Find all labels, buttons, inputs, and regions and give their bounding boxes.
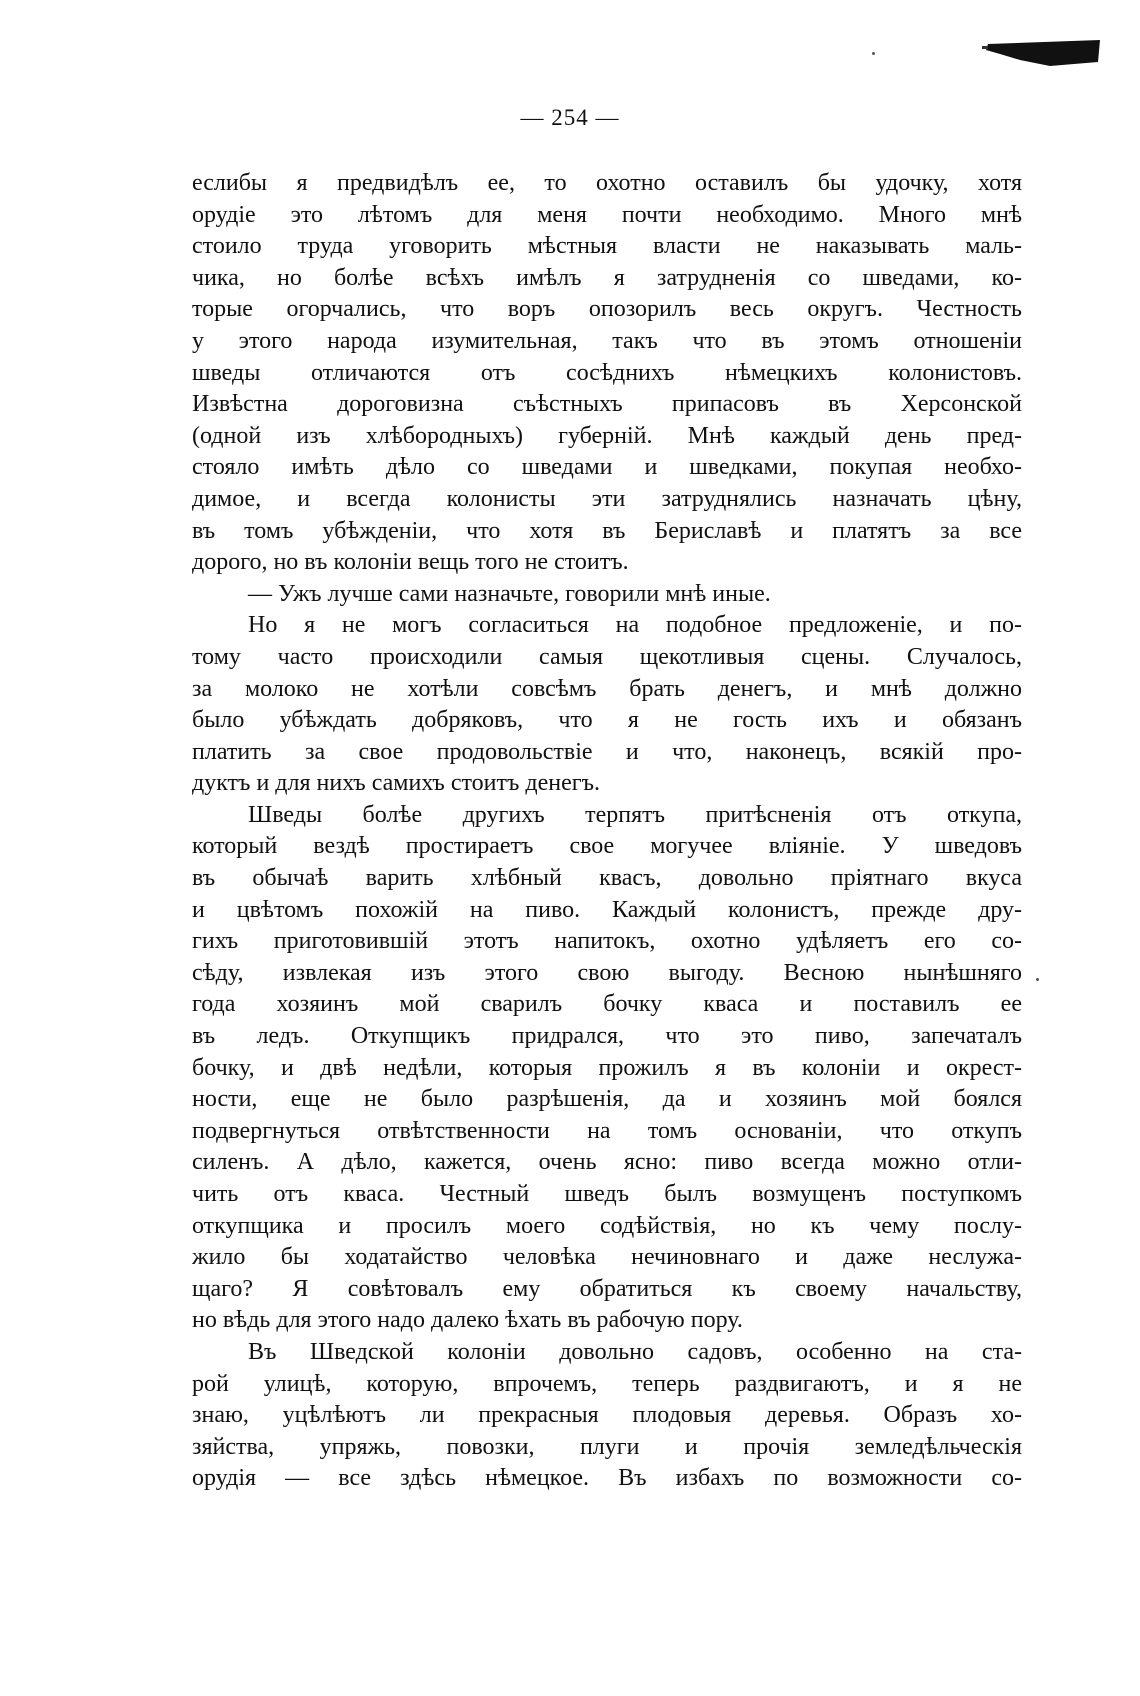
scan-speck xyxy=(872,52,875,55)
text-line: силенъ. А дѣло, кажется, очень ясно: пиво всегда можно отли- xyxy=(192,1149,1022,1176)
text-line: рой улицѣ, которую, впрочемъ, теперь раздвигаютъ, и я не xyxy=(192,1370,1022,1397)
text-line: чить отъ кваса. Честный шведъ былъ возмущенъ поступкомъ xyxy=(192,1181,1022,1207)
text-line: Въ Шведской колоніи довольно садовъ, особенно на ста- xyxy=(248,1338,1022,1365)
text-line: откупщика и просилъ моего содѣйствія, но къ чему послу- xyxy=(192,1212,1022,1239)
text-line: стоило труда уговорить мѣстныя власти не наказывать маль- xyxy=(192,233,1022,260)
text-line: подвергнуться отвѣтственности на томъ основаніи, что откупъ xyxy=(192,1117,1022,1144)
text-line: но вѣдь для этого надо далеко ѣхать въ рабочую пору. xyxy=(192,1307,743,1334)
text-line: гихъ приготовившій этотъ напитокъ, охотно удѣляетъ его со- xyxy=(192,928,1022,955)
text-line: дуктъ и для нихъ самихъ стоитъ денегъ. xyxy=(192,770,601,797)
text-line: — Ужъ лучше сами назначьте, говорили мнѣ иные. xyxy=(248,580,771,607)
text-line: бочку, и двѣ недѣли, которыя прожилъ я въ колоніи и окрест- xyxy=(192,1054,1022,1081)
text-line: зяйства, упряжь, повозки, плуги и прочія земледѣльческія xyxy=(192,1433,1022,1460)
text-line: шведы отличаются отъ сосѣднихъ нѣмецкихъ колонистовъ. xyxy=(192,359,1022,386)
text-line: знаю, уцѣлѣютъ ли прекрасныя плодовыя деревья. Образъ хо- xyxy=(192,1402,1022,1429)
text-line: тому часто происходили самыя щекотливыя сцены. Случалось, xyxy=(192,643,1022,670)
text-line: сѣду, извлекая изъ этого свою выгоду. Весною нынѣшняго xyxy=(192,959,1022,986)
text-line: (одной изъ хлѣбородныхъ) губерній. Мнѣ каждый день пред- xyxy=(192,422,1022,449)
text-line: въ томъ убѣжденіи, что хотя въ Бериславѣ и платятъ за все xyxy=(192,517,1022,544)
text-line: орудія — все здѣсь нѣмецкое. Въ избахъ по возможности со- xyxy=(192,1465,1022,1492)
text-line: чика, но болѣе всѣхъ имѣлъ я затрудненія со шведами, ко- xyxy=(192,264,1022,291)
text-line: и цвѣтомъ похожій на пиво. Каждый колонистъ, прежде дру- xyxy=(192,896,1022,923)
scan-speck xyxy=(1036,978,1039,981)
text-line: который вездѣ простираетъ свое могучее вліяніе. У шведовъ xyxy=(192,833,1022,860)
text-line: стояло имѣть дѣло со шведами и шведками, покупая необхо- xyxy=(192,454,1022,481)
text-line: еслибы я предвидѣлъ ее, то охотно оставилъ бы удочку, хотя xyxy=(192,170,1022,196)
text-line: щаго? Я совѣтовалъ ему обратиться къ своему начальству, xyxy=(192,1275,1022,1302)
text-line: дорого, но въ колоніи вещь того не стоитъ. xyxy=(192,549,629,576)
text-line: у этого народа изумительная, такъ что въ этомъ отношеніи xyxy=(192,327,1022,354)
text-line: орудіе это лѣтомъ для меня почти необходимо. Много мнѣ xyxy=(192,201,1022,228)
text-line: въ ледъ. Откупщикъ придрался, что это пиво, запечаталъ xyxy=(192,1023,1022,1050)
body-text xyxy=(192,168,1022,1495)
text-line: за молоко не хотѣли совсѣмъ брать денегъ, и мнѣ должно xyxy=(192,675,1022,702)
text-line: димое, и всегда колонисты эти затруднялись назначать цѣну, xyxy=(192,485,1022,512)
scan-ink-mark xyxy=(980,40,1100,68)
text-line: Шведы болѣе другихъ терпятъ притѣсненія отъ откупа, xyxy=(248,801,1022,828)
text-line: ности, еще не было разрѣшенія, да и хозяинъ мой боялся xyxy=(192,1086,1022,1113)
text-line: Извѣстна дороговизна съѣстныхъ припасовъ въ Херсонской xyxy=(192,391,1022,418)
text-line: Но я не могъ согласиться на подобное предложеніе, и по- xyxy=(248,612,1022,639)
page-number: — 254 — xyxy=(520,105,620,130)
text-line: года хозяинъ мой сварилъ бочку кваса и поставилъ ее xyxy=(192,991,1022,1018)
text-line: платить за свое продовольствіе и что, наконецъ, всякій про- xyxy=(192,738,1022,765)
text-line: торые огорчались, что воръ опозорилъ весь округъ. Честность xyxy=(192,296,1022,323)
text-line: жило бы ходатайство человѣка нечиновнаго и даже неслужа- xyxy=(192,1244,1022,1271)
text-line: въ обычаѣ варить хлѣбный квасъ, довольно пріятнаго вкуса xyxy=(192,865,1022,892)
text-line: было убѣждать добряковъ, что я не гость ихъ и обязанъ xyxy=(192,707,1022,734)
